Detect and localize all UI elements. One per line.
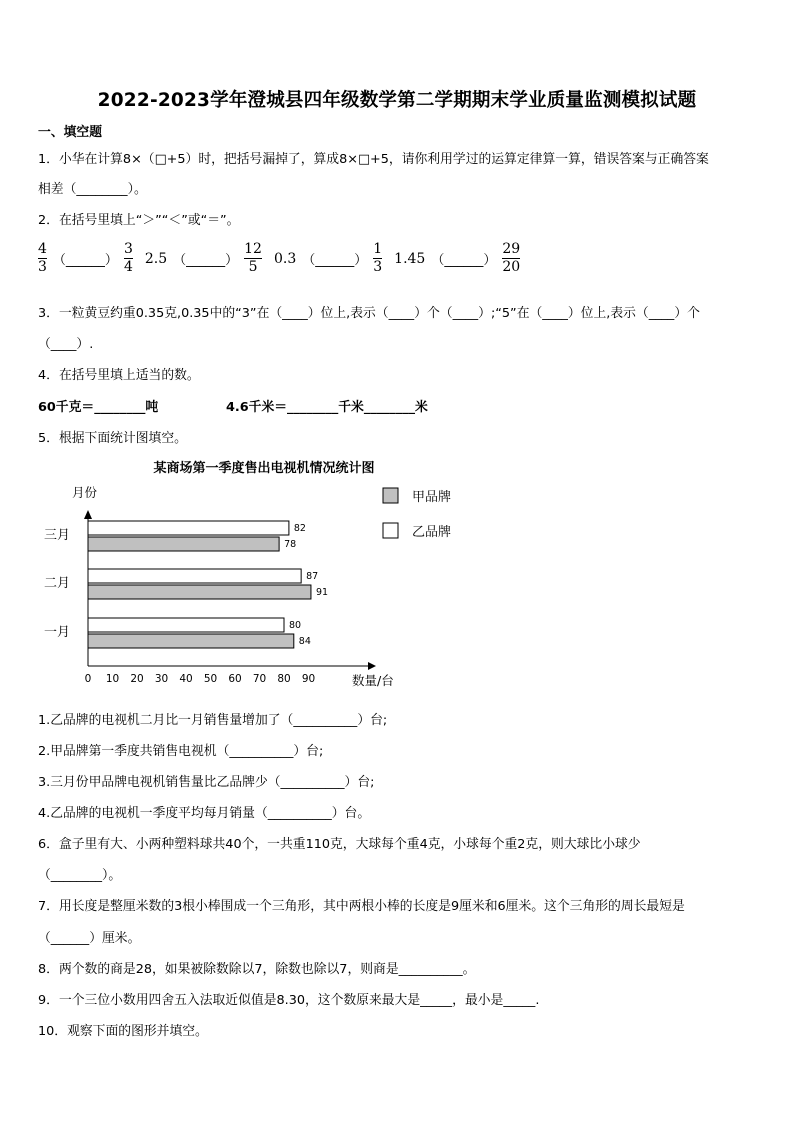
x-tick-label: 90	[301, 673, 316, 685]
bar-jia	[88, 585, 311, 599]
bar-jia	[88, 537, 279, 551]
question-9: 9．一个三位小数用四舍五入法取近似值是8.30，这个数原来最大是_____，最小是_____.	[38, 993, 540, 1008]
answer-blank[interactable]: （______）	[52, 253, 118, 268]
legend-label: 乙品牌	[412, 525, 452, 540]
x-tick-label: 50	[203, 673, 218, 685]
y-axis-arrow	[84, 510, 92, 519]
legend-label: 甲品牌	[412, 490, 452, 505]
x-tick-label: 60	[228, 673, 242, 685]
legend	[383, 488, 451, 540]
decimal-value: 2.5	[144, 250, 168, 267]
question-7-line1: 7．用长度是整厘米数的3根小棒围成一个三角形，其中两根小棒的长度是9厘米和6厘米。这个三角形的周长最短是	[38, 899, 685, 914]
bars	[44, 521, 328, 648]
data-label: 91	[315, 587, 329, 598]
question-4-part-a: 60千克＝________吨	[38, 400, 159, 415]
bar-yi	[88, 569, 301, 583]
question-5-sub-3: 3.三月份甲品牌电视机销售量比乙品牌少（__________）台;	[38, 775, 375, 790]
answer-blank[interactable]: （______）	[302, 253, 368, 268]
answer-blank[interactable]: （______）	[431, 253, 497, 268]
x-tick-label: 40	[179, 673, 193, 685]
fraction: $\frac{29}{20}$	[502, 241, 521, 275]
page-title: 2022-2023学年澄城县四年级数学第二学期期末学业质量监测模拟试题	[97, 90, 697, 111]
chart-title: 某商场第一季度售出电视机情况统计图	[153, 461, 375, 476]
question-7-line2: （______）厘米。	[38, 931, 141, 946]
category-label: 一月	[44, 625, 71, 640]
fraction: $\frac{1}{3}$	[373, 241, 383, 275]
decimal-value: 1.45	[394, 250, 426, 267]
data-label: 82	[293, 523, 306, 534]
x-tick-label: 80	[277, 673, 291, 685]
bar-yi	[88, 521, 289, 535]
data-label: 80	[289, 620, 302, 631]
category-label: 三月	[44, 528, 71, 543]
data-label: 78	[284, 539, 297, 550]
decimal-value: 0.3	[273, 250, 297, 267]
fraction: $\frac{3}{4}$	[123, 241, 133, 275]
bar-jia	[88, 634, 294, 648]
question-5-sub-4: 4.乙品牌的电视机一季度平均每月销量（__________）台。	[38, 806, 371, 821]
question-5-text: 5．根据下面统计图填空。	[38, 431, 187, 446]
x-axis-arrow	[368, 662, 376, 670]
x-tick-label: 10	[105, 673, 120, 685]
legend-swatch	[383, 523, 398, 538]
x-tick-label: 70	[252, 673, 267, 685]
question-3-line1: 3．一粒黄豆约重0.35克,0.35中的“3”在（____）位上,表示（____）个（____）;“5”在（____）位上,表示（____）个	[38, 306, 700, 321]
y-axis-label: 月份	[72, 485, 98, 500]
fraction: $\frac{12}{5}$	[244, 241, 262, 275]
question-6-line1: 6．盒子里有大、小两种塑料球共40个，一共重110克，大球每个重4克，小球每个重2克，则大球比小球少	[38, 837, 641, 852]
answer-blank[interactable]: （______）	[173, 253, 239, 268]
question-4-text: 4．在括号里填上适当的数。	[38, 368, 200, 383]
question-1-line1: 1．小华在计算8×（□+5）时，把括号漏掉了，算成8×□+5，请你利用学过的运算定律算一算，错误答案与正确答案	[38, 152, 709, 167]
question-6-line2: （________）。	[38, 868, 122, 883]
bar-yi	[88, 618, 284, 632]
fraction: $\frac{4}{3}$	[38, 241, 47, 275]
x-axis-label: 数量/台	[352, 673, 394, 688]
question-8: 8．两个数的商是28，如果被除数除以7，除数也除以7，则商是__________。	[38, 962, 476, 977]
question-1-line2: 相差（________）。	[38, 182, 147, 197]
question-10: 10．观察下面的图形并填空。	[38, 1024, 208, 1039]
comparison-row	[38, 241, 520, 276]
x-tick-label: 30	[154, 673, 169, 685]
section-heading: 一、填空题	[38, 125, 102, 140]
bar-chart	[0, 455, 794, 695]
legend-swatch	[383, 488, 398, 503]
category-label: 二月	[44, 576, 71, 591]
data-label: 84	[298, 636, 311, 647]
question-5-sub-2: 2.甲品牌第一季度共销售电视机（__________）台;	[38, 744, 324, 759]
x-tick-label: 20	[130, 673, 144, 685]
question-4-part-b: 4.6千米＝________千米________米	[226, 400, 428, 415]
question-2-text: 2．在括号里填上“＞”“＜”或“＝”。	[38, 213, 240, 228]
question-5-sub-1: 1.乙品牌的电视机二月比一月销售量增加了（__________）台;	[38, 713, 388, 728]
x-tick-label: 0	[84, 673, 92, 685]
question-3-line2: （____）.	[38, 337, 94, 352]
data-label: 87	[306, 571, 319, 582]
